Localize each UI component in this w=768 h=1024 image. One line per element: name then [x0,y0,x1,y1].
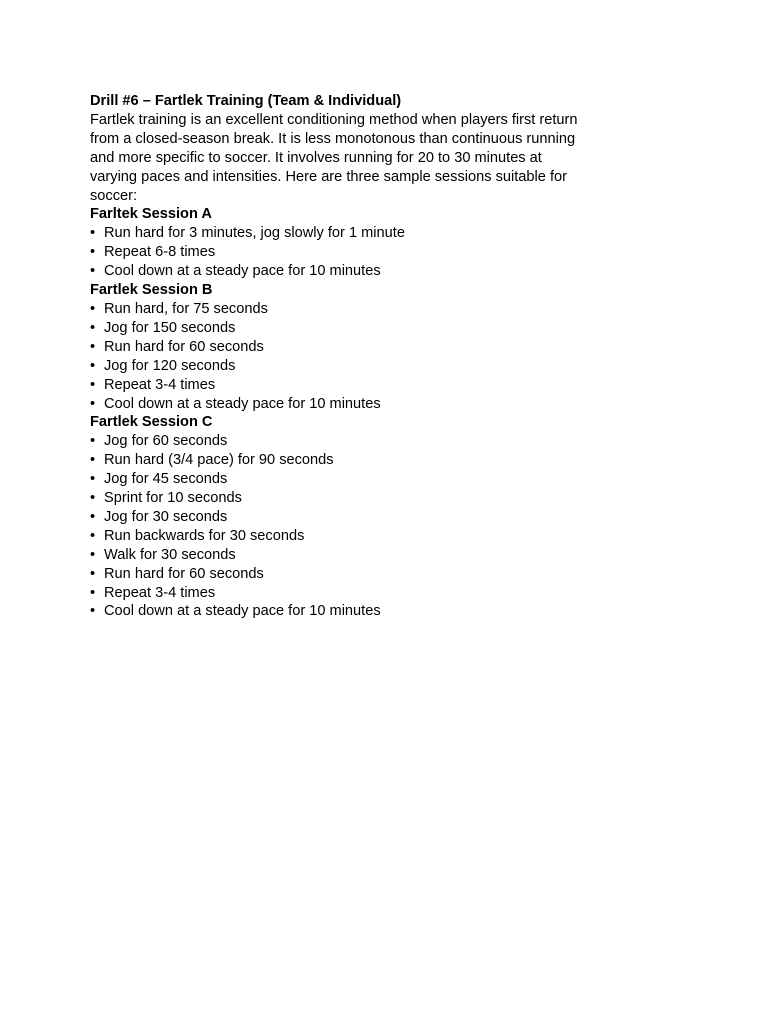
list-item-text: Jog for 60 seconds [104,433,228,450]
intro-line: from a closed-season break. It is less monotonous than continuous running [90,130,576,147]
list-item-text: Run hard (3/4 pace) for 90 seconds [104,452,334,469]
list-item [90,395,610,414]
bullet-icon: • [90,244,96,261]
bullet-icon: • [90,263,96,280]
intro-line: and more specific to soccer. It involves running for 20 to 30 minutes at [90,149,542,166]
session-a-list [90,224,610,281]
list-item [90,508,610,527]
list-item-text: Run hard for 3 minutes, jog slowly for 1 minute [104,225,405,242]
bullet-icon: • [90,527,96,544]
bullet-icon: • [90,300,96,317]
bullet-icon: • [90,584,96,601]
bullet-icon: • [90,565,96,582]
list-item [90,224,610,243]
list-item [90,470,610,489]
list-item-text: Jog for 30 seconds [104,508,228,525]
intro-line: Fartlek training is an excellent conditioning method when players first return [90,111,578,128]
bullet-icon: • [90,490,96,507]
list-item [90,432,610,451]
intro-line: soccer: [90,187,138,204]
list-item-text: Repeat 3-4 times [104,376,216,393]
list-item [90,546,610,565]
list-item [90,300,610,319]
list-item-text: Jog for 120 seconds [104,357,236,374]
list-item-text: Run hard, for 75 seconds [104,300,268,317]
list-item-text: Jog for 45 seconds [104,471,228,488]
bullet-icon: • [90,546,96,563]
list-item-text: Run backwards for 30 seconds [104,527,305,544]
list-item [90,584,610,603]
list-item-text: Sprint for 10 seconds [104,490,242,507]
document-body [90,92,610,621]
session-b-list [90,300,610,413]
bullet-icon: • [90,603,96,620]
list-item-text: Repeat 3-4 times [104,584,216,601]
session-b-heading: Fartlek Session B [90,282,213,299]
bullet-icon: • [90,508,96,525]
intro-paragraph [90,111,610,206]
session-c-heading: Fartlek Session C [90,414,213,431]
list-item [90,338,610,357]
list-item [90,376,610,395]
bullet-icon: • [90,225,96,242]
intro-line: varying paces and intensities. Here are three sample sessions suitable for [90,168,567,185]
bullet-icon: • [90,471,96,488]
list-item-text: Repeat 6-8 times [104,244,216,261]
list-item-text: Cool down at a steady pace for 10 minutes [104,263,381,280]
session-c-list [90,432,610,621]
list-item-text: Run hard for 60 seconds [104,338,264,355]
bullet-icon: • [90,338,96,355]
list-item [90,262,610,281]
list-item-text: Cool down at a steady pace for 10 minutes [104,395,381,412]
list-item-text: Cool down at a steady pace for 10 minutes [104,603,381,620]
list-item-text: Jog for 150 seconds [104,319,236,336]
drill-title: Drill #6 – Fartlek Training (Team & Individual) [90,93,402,109]
list-item [90,565,610,584]
list-item [90,451,610,470]
list-item [90,357,610,376]
list-item [90,527,610,546]
list-item [90,243,610,262]
session-a-heading: Farltek Session A [90,206,212,223]
list-item-text: Run hard for 60 seconds [104,565,264,582]
bullet-icon: • [90,319,96,336]
list-item-text: Walk for 30 seconds [104,546,236,563]
list-item [90,602,610,621]
list-item [90,489,610,508]
list-item [90,319,610,338]
bullet-icon: • [90,376,96,393]
bullet-icon: • [90,357,96,374]
bullet-icon: • [90,395,96,412]
bullet-icon: • [90,452,96,469]
bullet-icon: • [90,433,96,450]
